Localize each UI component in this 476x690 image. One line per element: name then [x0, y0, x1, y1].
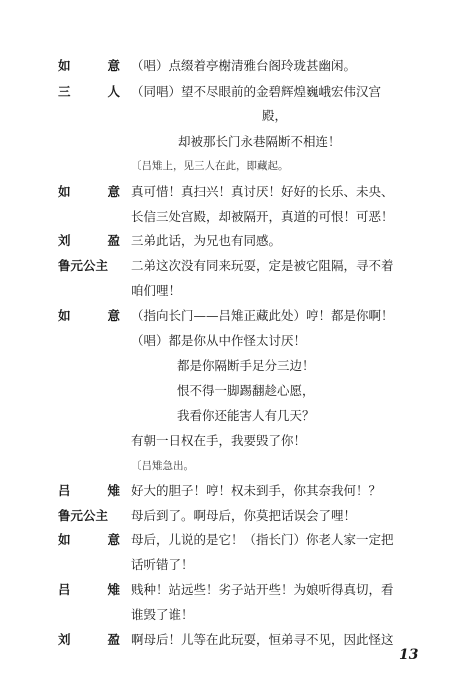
dialogue-line: 话听错了！	[131, 557, 194, 572]
dialogue-line: 好大的胆子！哼！权未到手，你其奈我何！？	[131, 483, 382, 498]
speaker-label: 刘 盈	[58, 632, 120, 647]
dialogue-line: （同唱）望不尽眼前的金碧辉煌巍峨宏伟汉宫	[131, 84, 382, 99]
dialogue-line: （唱）点缀着亭榭清雅台阁玲珑甚幽闲。	[131, 58, 357, 73]
speaker-label: 吕 雉	[58, 483, 120, 498]
speaker-label: 鲁元公主	[58, 508, 109, 523]
speaker-label: 刘 盈	[58, 233, 120, 248]
dialogue-line: 母后，儿说的是它！（指长门）你老人家一定把	[131, 532, 394, 547]
dialogue-line: 二弟这次没有同来玩耍，定是被它阻隔，寻不着	[131, 258, 394, 273]
dialogue-line: 谁毁了谁！	[131, 607, 194, 622]
page-number: 13	[399, 647, 419, 663]
dialogue-line: 有朝一日权在手，我要毁了你！	[131, 433, 307, 448]
dialogue-line: 真可惜！真扫兴！真讨厌！好好的长乐、未央、	[131, 184, 394, 199]
speaker-label: 鲁元公主	[58, 258, 109, 273]
sung-line: （唱）都是你从中作怪太讨厌！	[131, 333, 307, 348]
speaker-label: 如 意	[58, 184, 120, 199]
speaker-label: 吕 雉	[58, 582, 120, 597]
dialogue-line: 却被那长门永巷隔断不相连！	[178, 134, 341, 149]
dialogue-line: 长信三处宫殿，却被隔开，真道的可恨！可恶！	[131, 209, 394, 224]
stage-direction: 〔吕雉上，见三人在此，即藏起。	[131, 160, 289, 172]
dialogue-line: 母后到了。啊母后，你莫把话误会了哩！	[131, 508, 357, 523]
dialogue-line: 咱们哩！	[131, 283, 182, 298]
speaker-label: 如 意	[58, 308, 120, 323]
sung-line: 我看你还能害人有几天？	[177, 408, 315, 423]
sung-line: 都是你隔断手足分三边！	[177, 358, 315, 373]
dialogue-line: 贱种！站远些！劣子站开些！为娘听得真切，看	[131, 582, 394, 597]
dialogue-line: 啊母后！儿等在此玩耍，恒弟寻不见，因此怪这	[131, 632, 394, 647]
speaker-label: 三 人	[58, 84, 120, 99]
speaker-label: 如 意	[58, 58, 120, 73]
stage-direction: 〔吕雉急出。	[131, 460, 194, 472]
speaker-label: 如 意	[58, 532, 120, 547]
dialogue-line: （指向长门——吕雉正藏此处）哼！都是你啊！	[131, 308, 394, 323]
dialogue-line: 殿，	[262, 108, 288, 123]
sung-line: 恨不得一脚踢翻趁心愿，	[177, 383, 315, 398]
dialogue-line: 三弟此话，为兄也有同感。	[131, 233, 282, 248]
